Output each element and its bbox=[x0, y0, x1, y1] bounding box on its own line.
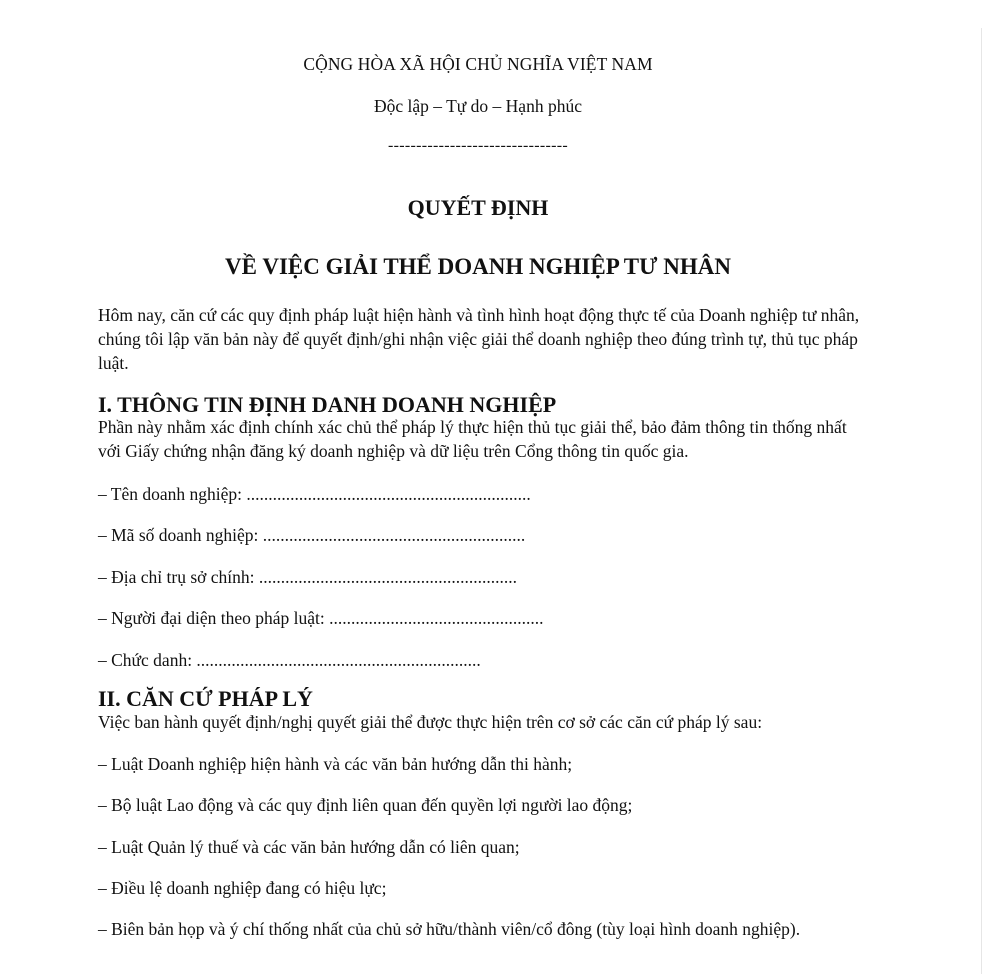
legal-basis-item: – Luật Doanh nghiệp hiện hành và các văn bản hướng dẫn thi hành; bbox=[98, 754, 573, 774]
section-2-description: Việc ban hành quyết định/nghị quyết giải thể được thực hiện trên cơ sở các căn cứ pháp lý sau: bbox=[98, 712, 763, 732]
field-company-code: – Mã số doanh nghiệp: ............................................................ bbox=[98, 525, 526, 545]
section-1-heading: I. THÔNG TIN ĐỊNH DANH DOANH NGHIỆP bbox=[98, 392, 557, 417]
section-1-description: Phần này nhằm xác định chính xác chủ thể pháp lý thực hiện thủ tục giải thể, bảo đảm thông tin thống nhất với Giấy chứng nhận đăng ký doanh nghiệp và dữ liệu trên Cổng thông tin quốc gia. bbox=[98, 417, 847, 461]
legal-basis-item: – Điều lệ doanh nghiệp đang có hiệu lực; bbox=[98, 878, 387, 898]
legal-basis-item: – Biên bản họp và ý chí thống nhất của chủ sở hữu/thành viên/cổ đông (tùy loại hình doanh nghiệp). bbox=[98, 919, 801, 939]
national-motto: Độc lập – Tự do – Hạnh phúc bbox=[374, 96, 582, 116]
document-subtitle: VỀ VIỆC GIẢI THỂ DOANH NGHIỆP TƯ NHÂN bbox=[225, 254, 731, 279]
section-2-heading: II. CĂN CỨ PHÁP LÝ bbox=[98, 686, 313, 711]
legal-basis-item: – Bộ luật Lao động và các quy định liên quan đến quyền lợi người lao động; bbox=[98, 795, 633, 815]
field-legal-representative: – Người đại diện theo pháp luật: ................................................. bbox=[98, 608, 544, 628]
national-title: CỘNG HÒA XÃ HỘI CHỦ NGHĨA VIỆT NAM bbox=[303, 54, 653, 74]
field-company-name: – Tên doanh nghiệp: ................................................................. bbox=[98, 484, 531, 504]
field-position: – Chức danh: ................................................................. bbox=[98, 650, 481, 670]
field-head-office-address: – Địa chỉ trụ sở chính: ........................................................... bbox=[98, 567, 518, 587]
document-title: QUYẾT ĐỊNH bbox=[407, 195, 549, 220]
intro-paragraph: Hôm nay, căn cứ các quy định pháp luật hiện hành và tình hình hoạt động thực tế của Doanh nghiệp tư nhân, chúng tôi lập văn bản này để quyết định/ghi nhận việc giải thể doanh nghiệp theo đúng trình tự, thủ tục pháp luật. bbox=[98, 305, 860, 373]
header-divider: -------------------------------- bbox=[387, 137, 569, 154]
legal-basis-item: – Luật Quản lý thuế và các văn bản hướng dẫn có liên quan; bbox=[98, 837, 520, 857]
